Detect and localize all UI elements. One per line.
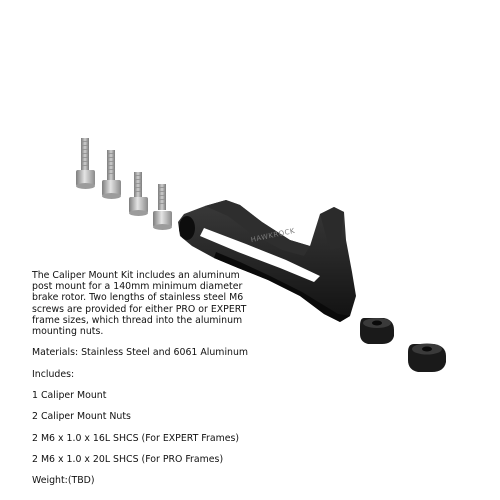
include-item: 2 M6 x 1.0 x 16L SHCS (For EXPERT Frames) — [32, 433, 240, 444]
screw-icon — [129, 172, 148, 216]
brand-mark: HAWKROCK — [250, 226, 296, 245]
materials-text: Materials: Stainless Steel and 6061 Aluminum — [32, 347, 249, 358]
include-item: 2 M6 x 1.0 x 20L SHCS (For PRO Frames) — [32, 454, 224, 465]
mount-nut-icon — [360, 318, 394, 344]
product-description: The Caliper Mount Kit includes an aluminum post mount for a 140mm minimum diameter brake rotor. Two lengths of stainless steel M6 screws are provided for either PRO or EXPERT frame sizes, which thread into the aluminum mounting nuts. — [32, 270, 247, 338]
screw-icon — [76, 138, 95, 189]
include-item: 2 Caliper Mount Nuts — [32, 411, 131, 422]
screw-icon — [153, 184, 172, 230]
mount-nut-icon — [408, 344, 446, 373]
includes-heading: Includes: — [32, 369, 75, 380]
weight-text: Weight:(TBD) — [32, 475, 95, 486]
screw-icon — [102, 150, 121, 199]
include-item: 1 Caliper Mount — [32, 390, 107, 401]
